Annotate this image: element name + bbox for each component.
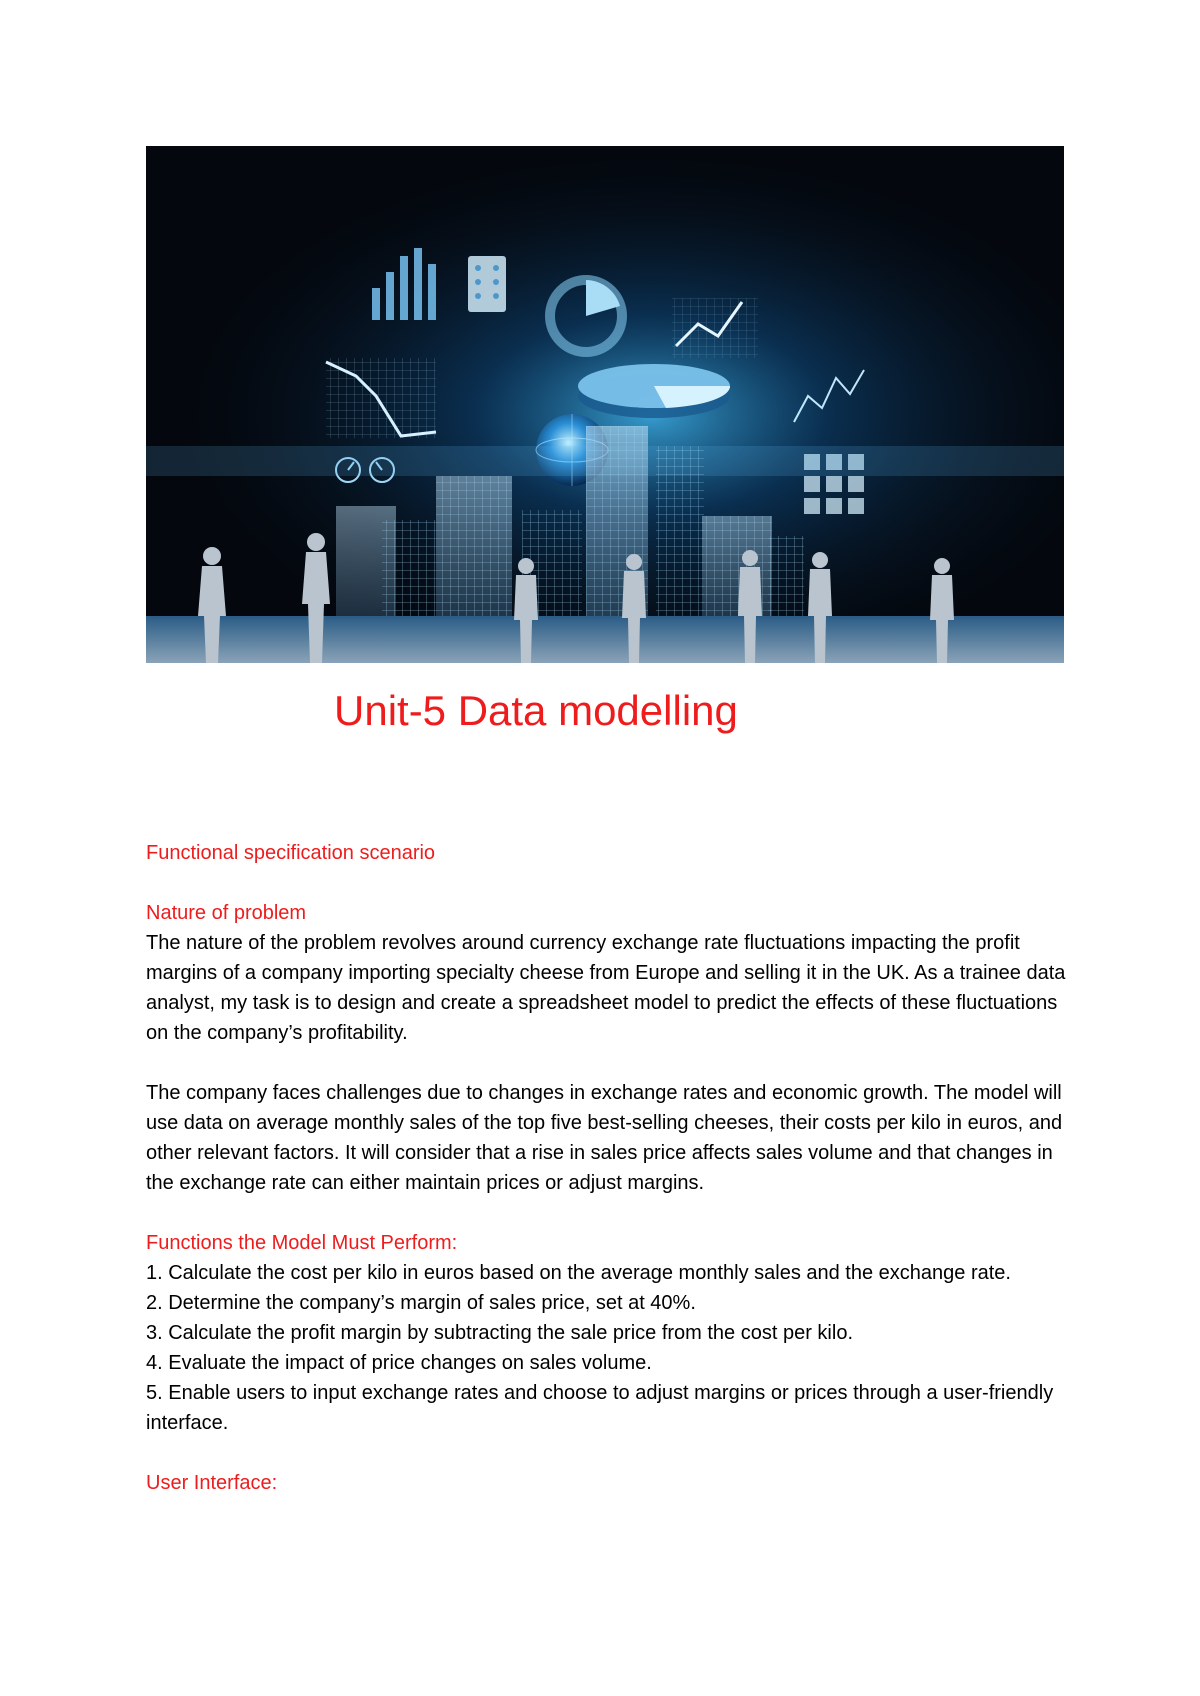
scenario-heading: Functional specification scenario	[146, 842, 436, 864]
function-item: 5. Enable users to input exchange rates and choose to adjust margins or prices through a user-friendly interface.	[146, 1382, 1054, 1434]
nature-paragraph-2: The company faces challenges due to changes in exchange rates and economic growth. The model will use data on average monthly sales of the top five best-selling cheeses, their costs per kilo in euros, and other relevant factors. It will consider that a rise in sales price affects sales volume and that changes in the exchange rate can either maintain prices or adjust margins.	[146, 1082, 1063, 1194]
ui-heading: User Interface:	[146, 1472, 278, 1494]
functions-list	[146, 1258, 1066, 1438]
document-body	[146, 838, 1066, 1498]
nature-paragraph-1: The nature of the problem revolves around currency exchange rate fluctuations impacting the profit margins of a company importing specialty cheese from Europe and selling it in the UK. As a trainee data analyst, my task is to design and create a spreadsheet model to predict the effects of these fluctuations on the company’s profitability.	[146, 932, 1066, 1044]
functions-heading: Functions the Model Must Perform:	[146, 1232, 458, 1254]
function-item: 3. Calculate the profit margin by subtracting the sale price from the cost per kilo.	[146, 1322, 854, 1344]
hero-image	[146, 146, 1064, 663]
line-chart-icon	[326, 358, 436, 438]
business-analytics-illustration	[146, 146, 1064, 663]
function-item: 1. Calculate the cost per kilo in euros based on the average monthly sales and the exchange rate.	[146, 1262, 1011, 1284]
function-item: 2. Determine the company’s margin of sales price, set at 40%.	[146, 1292, 696, 1314]
disc-chart-icon	[578, 364, 730, 418]
function-item: 4. Evaluate the impact of price changes on sales volume.	[146, 1352, 652, 1374]
matrix-panel-icon	[468, 256, 506, 312]
trend-chart-icon	[672, 298, 758, 358]
nature-heading: Nature of problem	[146, 902, 307, 924]
document-title: Unit-5 Data modelling	[334, 687, 738, 734]
